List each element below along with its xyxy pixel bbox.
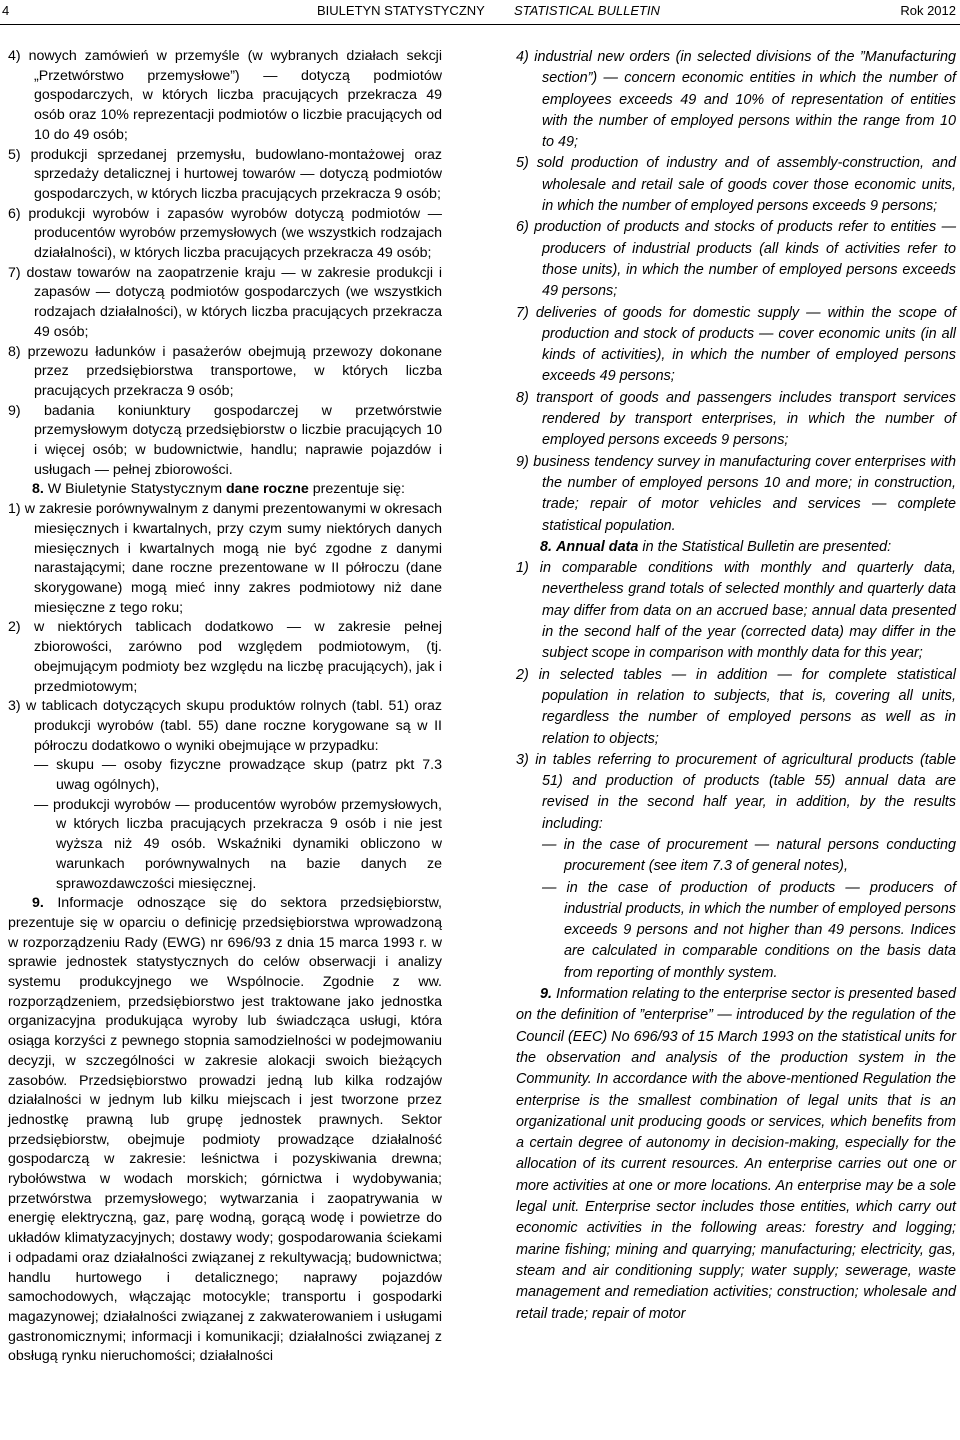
paragraph-number: 9.: [32, 895, 44, 912]
numbered-list-item: 1) in comparable conditions with monthly and quarterly data, nevertheless grand totals of selected monthly and quarterly data may differ from data on an accrued base; annual data presented in the second half of the year (corrected data) may differ in the subject scope in comparison with monthly data for this year;: [516, 560, 956, 662]
numbered-paragraph: [8, 480, 442, 500]
numbered-list-item: 1) w zakresie porównywalnym z danymi prezentowanymi w okresach miesięcznych i kwartalnych, przy czym sumy niektórych danych miesięcznych i kwartalnych mogą nie być zgodne z danymi narastającymi; dane roczne prezentowane w II półroczu (dane skorygowane) mogą mieć inny zakres podmiotowy niż dane miesięczne z tego roku;: [8, 501, 442, 616]
dash-list-item: — in the case of procurement — natural persons conducting procurement (see item 7.3 of general notes),: [542, 836, 956, 875]
numbered-list-item: 2) w niektórych tablicach dodatkowo — w zakresie pełnej zbiorowości, zarówno pod względem podmiotowym, (tj. obejmującym podmioty bez względu na liczbę pracujących), jak i przedmiotowym;: [8, 619, 442, 695]
numbered-list-item: 6) production of products and stocks of products refer to entities — producers of industrial products (all kinds of activities refer to those units), in which the number of employed persons exceeds 49 persons;: [516, 219, 956, 300]
header-year: Rok 2012: [900, 3, 956, 18]
page-number: 4: [2, 3, 10, 18]
numbered-paragraph: [516, 984, 956, 1325]
paragraph-number: 8.: [540, 538, 553, 555]
numbered-list-item: 3) in tables referring to procurement of agricultural products (table 51) and production of products (table 55) annual data are revised in the second half year, in addition, by the results including:: [516, 751, 956, 832]
english-text-column: [516, 47, 956, 1325]
numbered-list-item: 9) badania koniunktury gospodarczej w przetwórstwie przemysłowym dotyczą przedsiębiorstw o liczbie pracujących 10 i więcej osób; w budownictwie, handlu; naprawie pojazdów i usługach — pełnej zbiorowości.: [8, 402, 442, 478]
paragraph-text: in the Statistical Bulletin are presented:: [638, 538, 892, 555]
numbered-list-item: 9) business tendency survey in manufacturing cover enterprises with the number of employed persons 10 and more; in construction, trade; repair of motor vehicles and services — complete statistical population.: [516, 453, 956, 534]
paragraph-number: 9.: [540, 986, 553, 1003]
header-title-pl: BIULETYN STATYSTYCZNY: [317, 3, 485, 18]
dash-list-item: — produkcji wyrobów — producentów wyrobów przemysłowych, w których liczba pracujących przekracza 9 osób i nie jest wyższa niż 49 osób. Wskaźniki dynamiki obliczono w warunkach porównywalnych na bazie danych ze sprawozdawczości miesięcznej.: [34, 796, 442, 892]
paragraph-text: prezentuje się:: [308, 481, 405, 498]
paragraph-number: 8.: [32, 481, 44, 498]
numbered-list-item: 4) industrial new orders (in selected divisions of the ”Manufacturing section”) — concern economic entities in which the number of employees exceeds 49 and 10% of representation of entities with the number of employed persons within the range from 10 to 49;: [516, 49, 956, 151]
numbered-list-item: 7) deliveries of goods for domestic supply — within the scope of production and stock of products — cover economic units (in all kinds of activities), in which the number of employed persons exceeds 49 persons;: [516, 304, 956, 385]
numbered-list-item: 8) przewozu ładunków i pasażerów obejmują przewozy dokonane przez przedsiębiorstwa transportowe, w których liczba pracujących przekracza 9 osób;: [8, 343, 442, 399]
numbered-list-item: 5) sold production of industry and of assembly-construction, and wholesale and retail sale of goods cover those economic units, in which the number of employed persons exceeds 9 persons;: [516, 155, 956, 215]
numbered-list-item: 2) in selected tables — in addition — for complete statistical population in relation to subjects, that is, covering all units, regardless the number of employed persons as well as in relation to objects;: [516, 666, 956, 747]
header-title-en: STATISTICAL BULLETIN: [514, 3, 660, 18]
dash-list-item: — in the case of production of products — producers of industrial products, in which the number of employed persons exceeds 9 persons and not higher than 49 persons. Indices are calculated in comparable conditions on the basis data from reporting of monthly system.: [542, 879, 956, 981]
numbered-list-item: 5) produkcji sprzedanej przemysłu, budowlano-montażowej oraz sprzedaży detalicznej i hurtowej towarów — dotyczą podmiotów gospodarczych, w których liczba pracujących przekracza 9 osób;: [8, 146, 442, 202]
numbered-paragraph: [8, 894, 442, 1367]
paragraph-text: Informacje odnoszące się do sektora przedsiębiorstw, prezentuje się w oparciu o definicję przedsiębiorstwa wprowadzoną w rozporządzeniu Rady (EWG) nr 696/93 z dnia 15 marca 1993 r. w sprawie jednostek statystycznych do celów obserwacji i analizy systemu produkcyjnego we Wspólnocie. Zgodnie z ww. rozporządzeniem, przedsiębiorstwo jest traktowane jako jednostka organizacyjna produkująca wyroby lub świadcząca usługi, która osiąga korzyści z pewnego stopnia samodzielności w podejmowaniu decyzji, w szczególności w zakresie alokacji swoich bieżących zasobów. Przedsiębiorstwo prowadzi jedną lub kilka rodzajów działalności w jednym lub kilku miejscach i jest tworzone przez jednostkę prawną lub grupę jednostek prawnych. Sektor przedsiębiorstw, obejmuje podmioty prowadzące działalność gospodarczą w zakresie: leśnictwa i pozyskiwania drewna; rybołówstwa w wodach morskich; górnictwa i wydobywania; przetwórstwa przemysłowego; wytwarzania i zaopatrywania w energię elektryczną, gaz, parę wodną, gorącą wodę i powietrze do układów klimatyzacyjnych; dostawy wody; gospodarowania ściekami i odpadami oraz działalności związanej z rekultywacją; budownictwa; handlu hurtowego i detalicznego; naprawy pojazdów samochodowych, włączając motocykle; transportu i gospodarki magazynowej; działalności związanej z zakwaterowaniem i usługami gastronomicznymi; informacji i komunikacji; działalności związanej z obsługą rynku nieruchomości; działalności: [8, 895, 442, 1365]
paragraph-text: Information relating to the enterprise sector is presented based on the definition of ”enterprise” — introduced by the regulation of the Council (EEC) No 696/93 of 15 March 1993 on the statistical units for the observation and analysis of the production system in the Community. In accordance with the above-mentioned Regulation the enterprise is the smallest combination of legal units that is an organizational unit producing goods or services, which benefits from a certain degree of autonomy in decision-making, especially for the allocation of its current resources. An enterprise carries out one or more activities at one or more locations. An enterprise may be a sole legal unit. Enterprise sector includes those entities, which carry out economic activities in the following areas: forestry and logging; marine fishing; mining and quarrying; manufacturing; electricity, gas, steam and air conditioning supply; water supply; sewerage, waste management and remediation activities; construction; wholesale and retail trade; repair of motor: [516, 986, 956, 1322]
numbered-list-item: 7) dostaw towarów na zaopatrzenie kraju — w zakresie produkcji i zapasów — dotyczą podmiotów gospodarczych (we wszystkich rodzajach działalności), w których liczba pracujących przekracza 49 osób;: [8, 264, 442, 340]
numbered-list-item: 4) nowych zamówień w przemyśle (w wybranych działach sekcji „Przetwórstwo przemysłowe”) — dotyczą podmiotów gospodarczych, w których liczba pracujących przekracza 49 osób oraz 10% reprezentacji podmiotów o liczbie pracujących od 10 do 49 osób;: [8, 48, 442, 143]
paragraph-text: W Biuletynie Statystycznym: [43, 481, 226, 498]
numbered-list-item: 8) transport of goods and passengers includes transport services rendered by transport enterprises, in which the number of employed persons exceeds 9 persons;: [516, 389, 956, 449]
numbered-list-item: 6) produkcji wyrobów i zapasów wyrobów dotyczą podmiotów — producentów wyrobów przemysłowych (we wszystkich rodzajach działalności), w których liczba pracujących przekracza 49 osób;: [8, 205, 442, 262]
page-header: [0, 0, 960, 25]
numbered-paragraph: [516, 537, 956, 558]
polish-text-column: [8, 47, 442, 1367]
numbered-list-item: 3) w tablicach dotyczących skupu produktów rolnych (tabl. 51) oraz produkcji wyrobów (tabl. 55) dane roczne korygowane są w II półroczu dodatkowo o wyniki obejmujące w przypadku:: [8, 698, 442, 754]
emphasis-text: Annual data: [556, 538, 639, 555]
dash-list-item: — skupu — osoby fizyczne prowadzące skup (patrz pkt 7.3 uwag ogólnych),: [34, 757, 442, 794]
emphasis-text: dane roczne: [225, 481, 309, 498]
